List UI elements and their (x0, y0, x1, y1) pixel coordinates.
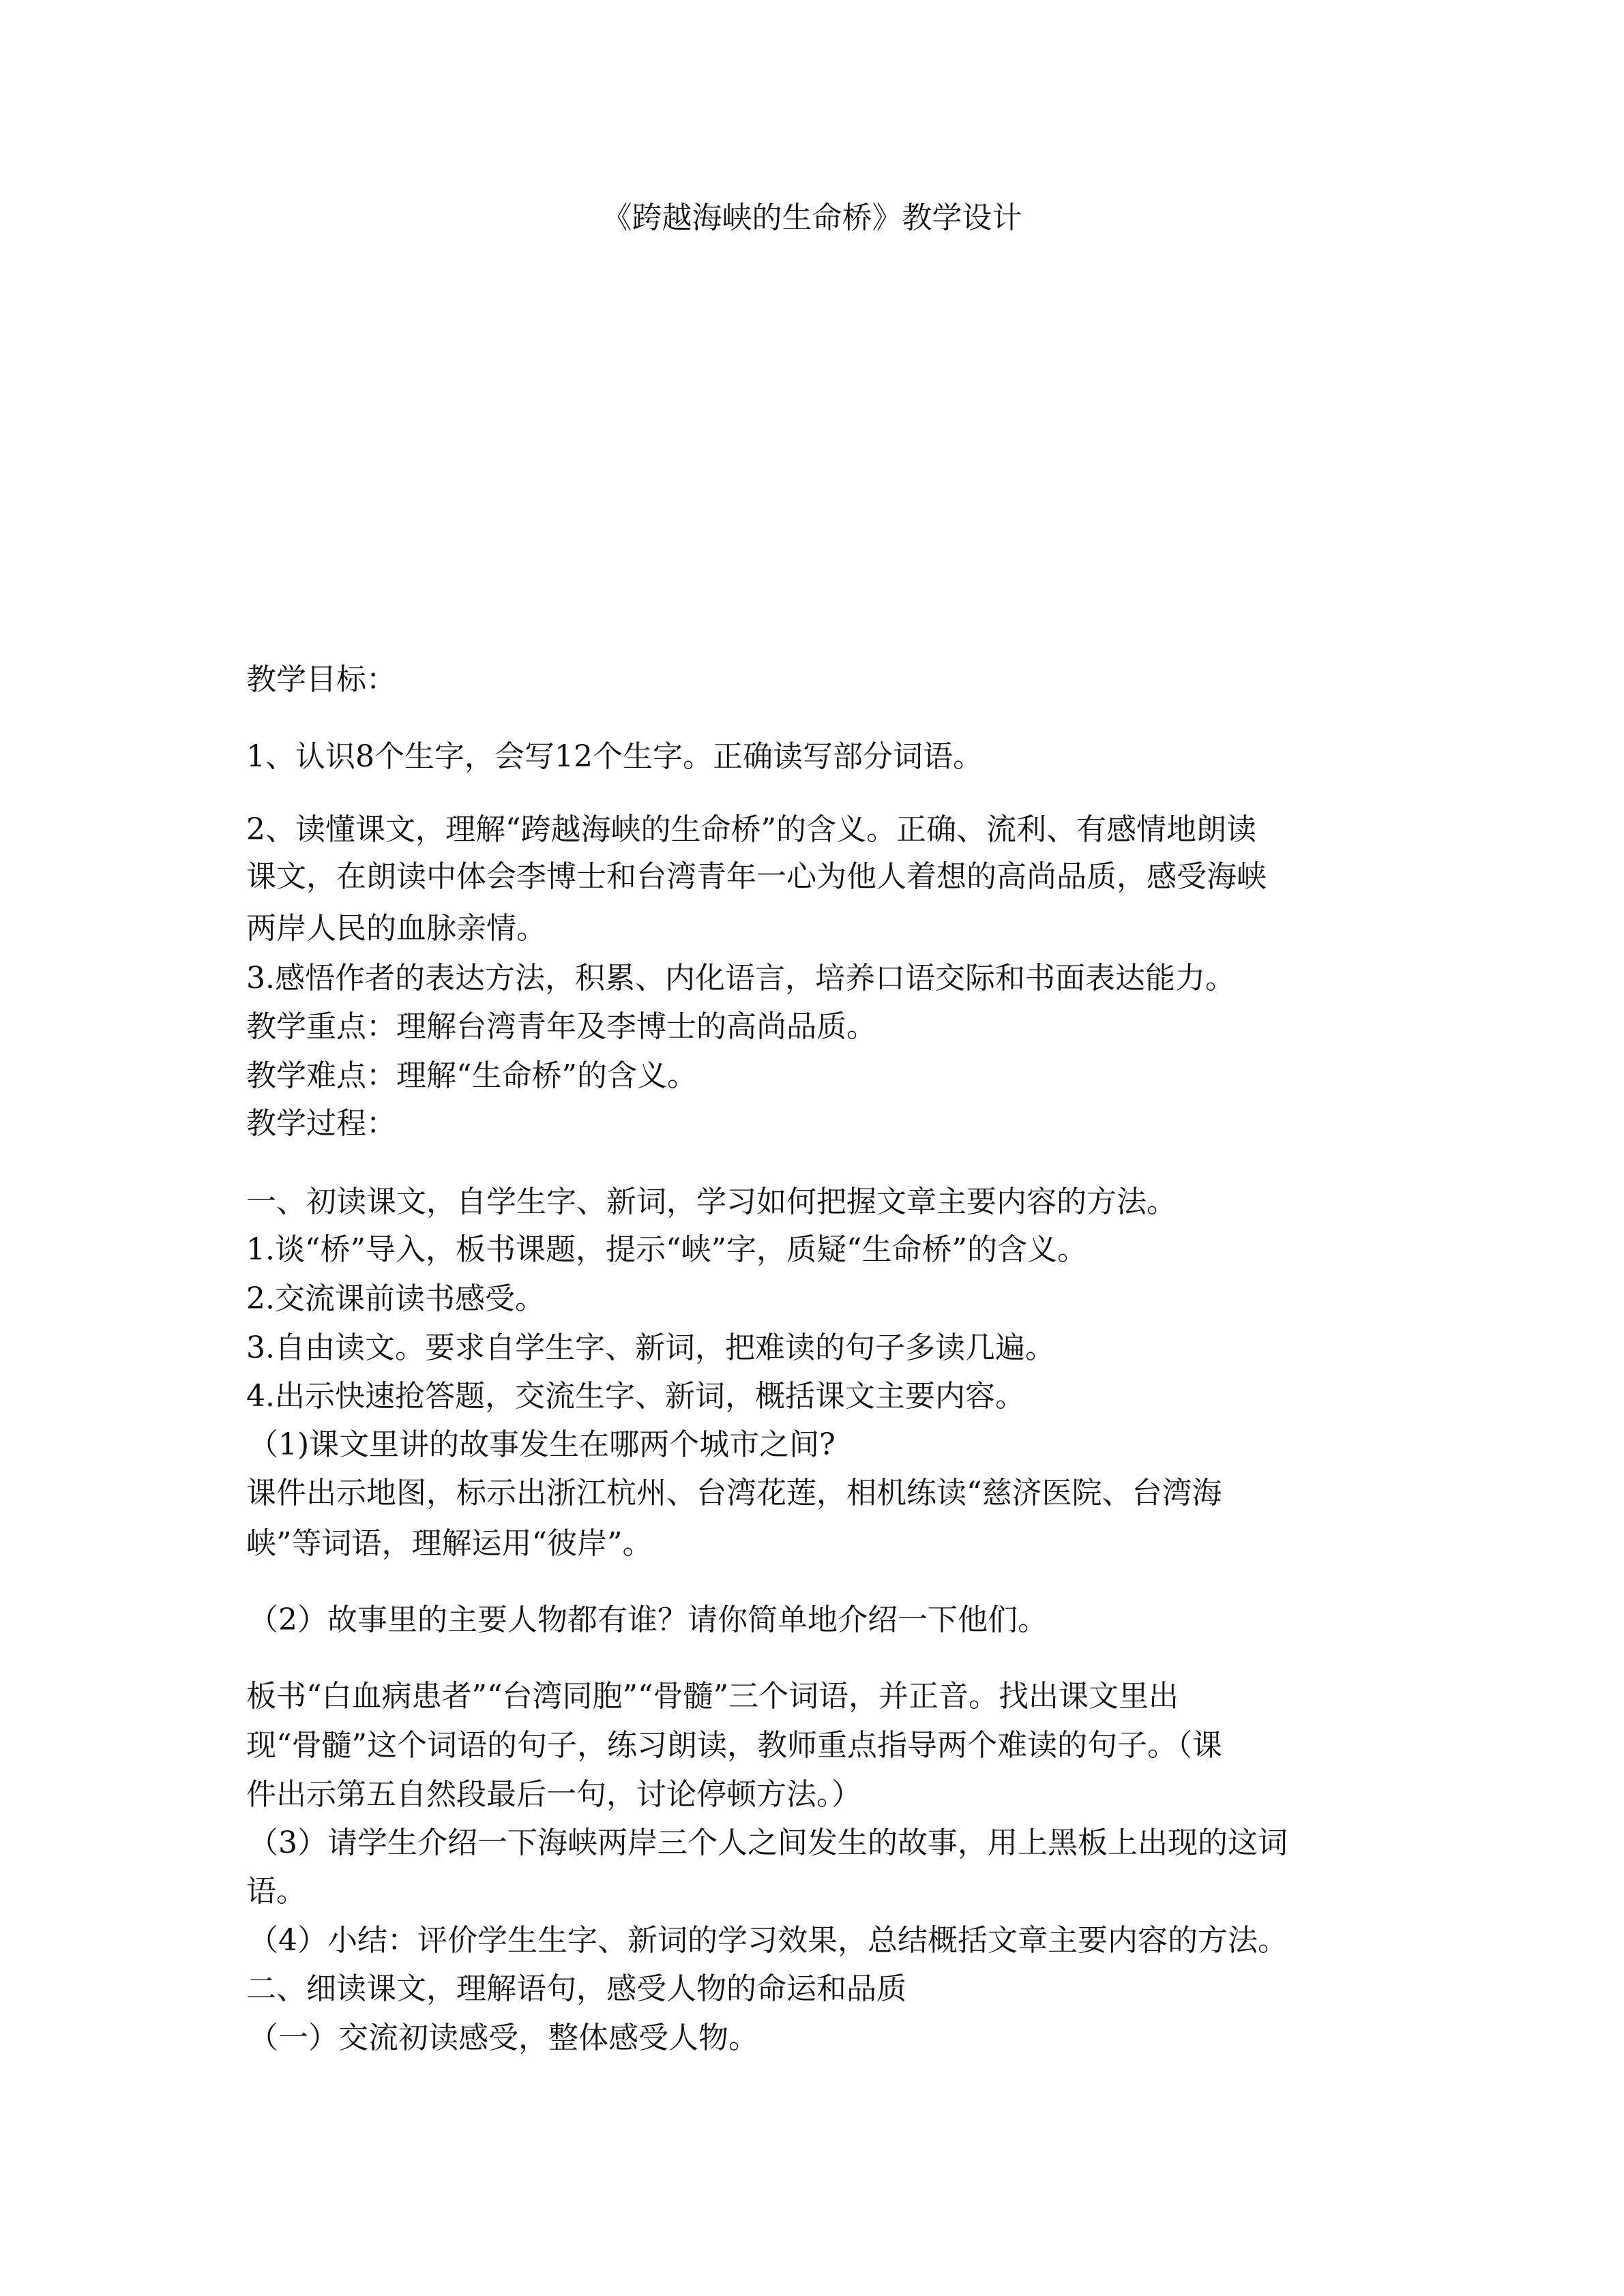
step-4: 4.出示快速抢答题，交流生字、新词，概括课文主要内容。 (246, 1379, 1025, 1414)
section-2-heading: 二、细读课文，理解语句，感受人物的命运和品质 (246, 1971, 906, 2006)
document-title: 《跨越海峡的生命桥》教学设计 (602, 200, 1022, 235)
section-1-heading: 一、初读课文，自学生字、新词，学习如何把握文章主要内容的方法。 (246, 1184, 1177, 1219)
heading-teaching-process: 教学过程： (246, 1106, 396, 1141)
question-3-line-2: 语。 (246, 1874, 306, 1909)
goal-item-2-line-1: 2、读懂课文，理解“跨越海峡的生命桥”的含义。正确、流利、有感情地朗读 (246, 812, 1256, 847)
question-1-note-line-2: 峡”等词语，理解运用“彼岸”。 (246, 1526, 653, 1561)
goal-item-3: 3.感悟作者的表达方法，积累、内化语言，培养口语交际和书面表达能力。 (246, 961, 1235, 996)
question-1-note-line-1: 课件出示地图，标示出浙江杭州、台湾花莲，相机练读“慈济医院、台湾海 (246, 1476, 1222, 1510)
section-2-sub-1: （一）交流初读感受，整体感受人物。 (248, 2021, 758, 2055)
question-4-summary: （4）小结：评价学生生字、新词的学习效果，总结概括文章主要内容的方法。 (248, 1923, 1288, 1958)
question-2: （2）故事里的主要人物都有谁？请你简单地介绍一下他们。 (248, 1602, 1048, 1637)
step-1: 1.谈“桥”导入，板书课题，提示“峡”字，质疑“生命桥”的含义。 (246, 1232, 1087, 1267)
goal-item-2-line-3: 两岸人民的血脉亲情。 (246, 911, 546, 946)
step-3: 3.自由读文。要求自学生字、新词，把难读的句子多读几遍。 (246, 1330, 1055, 1365)
goal-item-2-line-2: 课文，在朗读中体会李博士和台湾青年一心为他人着想的高尚品质，感受海峡 (246, 859, 1267, 894)
question-2-note-line-2: 现“骨髓”这个词语的句子，练习朗读，教师重点指导两个难读的句子。（课 (246, 1728, 1222, 1763)
goal-item-1: 1、认识8个生字，会写12个生字。正确读写部分词语。 (246, 739, 983, 774)
question-1: （1)课文里讲的故事发生在哪两个城市之间? (248, 1427, 836, 1462)
step-2: 2.交流课前读书感受。 (246, 1281, 545, 1316)
question-2-note-line-1: 板书“白血病患者”“台湾同胞”“骨髓”三个词语，并正音。找出课文里出 (246, 1679, 1179, 1714)
question-3-line-1: （3）请学生介绍一下海峡两岸三个人之间发生的故事，用上黑板上出现的这词 (248, 1825, 1288, 1860)
teaching-difficulty: 教学难点：理解“生命桥”的含义。 (246, 1058, 697, 1093)
teaching-focus: 教学重点：理解台湾青年及李博士的高尚品质。 (246, 1009, 876, 1044)
question-2-note-line-3: 件出示第五自然段最后一句，讨论停顿方法。） (246, 1777, 861, 1812)
heading-teaching-goals: 教学目标： (246, 662, 396, 697)
